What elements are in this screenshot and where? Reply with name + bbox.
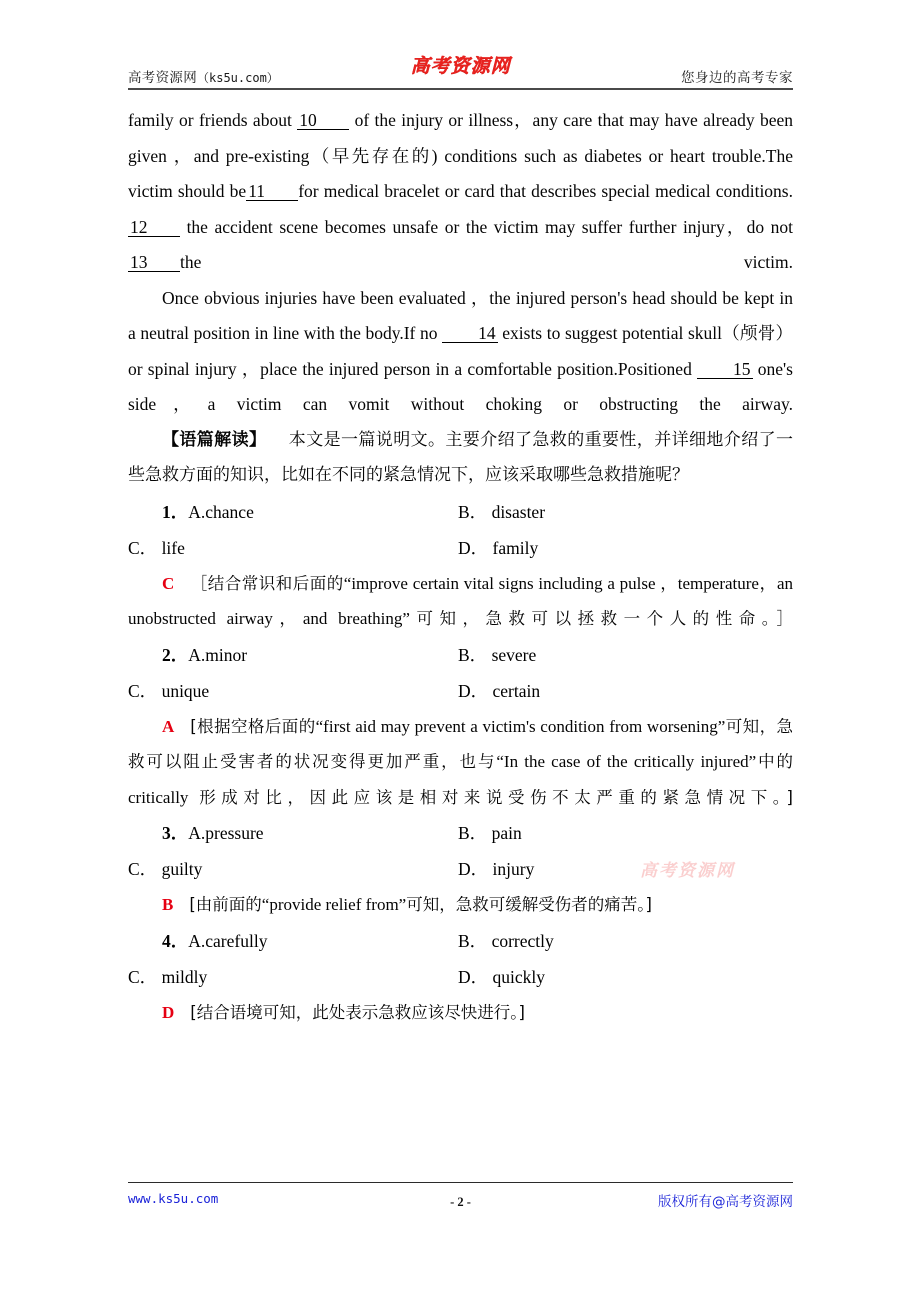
question-3-number: 3． xyxy=(162,823,189,843)
question-1-option-b-key: B． xyxy=(458,501,488,522)
question-2-option-a-key: A. xyxy=(188,644,206,665)
question-3-option-d-key: D． xyxy=(458,859,489,879)
question-2-expl-part-1: [根据空格后面的 xyxy=(190,716,316,736)
passage-p1-seg5: the victim. xyxy=(180,252,793,272)
question-1-number: 1． xyxy=(162,501,189,522)
question-1-option-c-key: C． xyxy=(128,537,158,558)
question-2-option-b-key: B． xyxy=(458,644,488,665)
question-1-option-a[interactable] xyxy=(162,494,254,530)
question-2-option-d-text: certain xyxy=(492,680,541,701)
question-2-row-ab xyxy=(128,637,793,673)
question-3-option-a-key: A. xyxy=(188,823,206,843)
question-4-row-ab xyxy=(128,923,793,959)
question-2-expl-part-5: 中的 xyxy=(756,752,793,771)
question-3-expl-part-2: “provide relief from” xyxy=(261,895,407,914)
question-3 xyxy=(128,815,793,923)
question-3-option-b-key: B． xyxy=(458,823,488,843)
question-4-option-a-text: carefully xyxy=(205,930,268,951)
question-2-option-a[interactable] xyxy=(162,637,247,673)
question-2-option-d-key: D． xyxy=(458,680,489,701)
question-4-option-d-text: quickly xyxy=(492,966,546,987)
question-4-option-b-key: B． xyxy=(458,930,488,951)
passage-p2-seg2: exists to suggest potential skull（颅骨）or spinal injury ，place the injured person in a comfortable position.Positioned xyxy=(128,323,793,379)
question-4-option-c[interactable] xyxy=(128,959,207,995)
question-2-option-c[interactable] xyxy=(128,673,209,709)
question-3-option-b-text: pain xyxy=(491,823,522,843)
passage-paragraph-2 xyxy=(128,281,793,423)
question-1-row-ab xyxy=(128,494,793,530)
passage-blank-12: 12 xyxy=(128,218,180,237)
question-1-option-d-text: family xyxy=(492,537,539,558)
question-1-option-d-key: D． xyxy=(458,537,489,558)
question-2-option-d[interactable] xyxy=(458,673,540,709)
question-2-expl-part-4: “In the case of the critically injured” xyxy=(496,752,757,771)
document-content xyxy=(128,103,793,1030)
header-slogan: 您身边的高考专家 xyxy=(681,70,793,85)
question-4-option-b[interactable] xyxy=(458,923,554,959)
footer-copyright: 版权所有@高考资源网 xyxy=(658,1194,793,1210)
passage-p1-seg4: the accident scene becomes unsafe or the victim may suffer further injury，do not xyxy=(186,216,794,237)
question-1-option-d[interactable] xyxy=(458,530,538,566)
question-4-number: 4． xyxy=(162,930,189,951)
question-4-option-c-text: mildly xyxy=(161,966,208,987)
passage-blank-15: 15 xyxy=(697,360,753,379)
question-1-expl-part-2: “improve certain vital signs including a pulse ，temperature，an unobstructed airway，and breathing” xyxy=(128,573,793,628)
question-4-row-cd xyxy=(128,959,793,995)
passage-blank-11: 11 xyxy=(246,182,298,201)
header-site-name: 高考资源网 xyxy=(128,70,197,85)
footer-url[interactable]: www.ks5u.com xyxy=(128,1191,219,1206)
question-2-number: 2． xyxy=(162,644,189,665)
question-4-option-d-key: D． xyxy=(458,966,489,987)
question-1 xyxy=(128,494,793,637)
passage-blank-10: 10 xyxy=(297,111,349,130)
passage-p1-seg1: family or friends about xyxy=(128,110,292,130)
question-3-explanation xyxy=(128,887,793,923)
question-1-expl-part-3: 可知，急救可以拯救一个人的性命。］ xyxy=(409,609,794,628)
question-4-option-c-key: C． xyxy=(128,966,158,987)
question-4-answer: D xyxy=(162,1002,175,1022)
passage-p1-seg3: for medical bracelet or card that describes special medical conditions. xyxy=(298,181,793,201)
question-4-option-a[interactable] xyxy=(162,923,267,959)
header-site-url: （ks5u.com） xyxy=(197,71,279,85)
page-header xyxy=(128,56,793,92)
passage-paragraph-1 xyxy=(128,103,793,281)
question-4-option-d[interactable] xyxy=(458,959,545,995)
footer-divider xyxy=(128,1182,793,1183)
question-3-option-d-text: injury xyxy=(492,859,535,879)
question-2-answer: A xyxy=(162,716,175,736)
question-1-option-c[interactable] xyxy=(128,530,185,566)
question-1-option-b-text: disaster xyxy=(491,501,546,522)
question-3-option-c[interactable] xyxy=(128,851,202,887)
passage-p2-seg1: Once obvious injuries have been evaluated ，the injured person's head should be kept in a neutral position in line with the body.If no xyxy=(128,287,793,343)
question-1-explanation xyxy=(128,566,793,637)
question-2-option-b-text: severe xyxy=(491,644,537,665)
passage-blank-13: 13 xyxy=(128,253,180,272)
header-divider xyxy=(128,88,793,90)
question-3-option-a-text: pressure xyxy=(205,823,264,843)
passage-blank-14: 14 xyxy=(442,324,498,343)
passage-p1-seg2: of the injury or illness，any care that may have already been given ，and pre‑existing（早先存在的) conditions such as diabetes or heart trouble.The victim should be xyxy=(128,110,794,201)
question-4-option-a-key: A. xyxy=(188,930,206,951)
question-1-answer: C xyxy=(162,573,175,593)
question-3-expl-part-1: [由前面的 xyxy=(189,895,262,914)
question-2-expl-part-2: “first aid may prevent a victim's condition from worsening” xyxy=(315,716,726,736)
page-footer xyxy=(128,1182,793,1222)
header-logo: 高考资源网 xyxy=(410,55,511,77)
question-3-option-c-key: C． xyxy=(128,859,158,879)
page-watermark: 高考资源网 xyxy=(640,861,735,881)
question-3-option-c-text: guilty xyxy=(161,859,203,879)
question-1-row-cd xyxy=(128,530,793,566)
question-3-option-a[interactable] xyxy=(162,815,264,851)
question-3-expl-part-3: 可知，急救可缓解受伤者的痛苦。] xyxy=(406,895,652,914)
question-2-expl-part-3: 可知，急救可以阻止受害者的状况变得更加严重，也与 xyxy=(128,716,794,771)
question-1-option-a-text: chance xyxy=(205,501,254,522)
question-2 xyxy=(128,637,793,816)
question-2-row-cd xyxy=(128,673,793,709)
question-3-option-d[interactable] xyxy=(458,851,534,887)
question-1-option-a-key: A. xyxy=(188,501,206,522)
question-3-answer: B xyxy=(162,895,174,914)
question-3-row-cd xyxy=(128,851,793,887)
question-3-row-ab xyxy=(128,815,793,851)
analysis-label: 【语篇解读】 xyxy=(162,429,267,450)
question-4-expl-part-1: [结合语境可知，此处表示急救应该尽快进行。] xyxy=(190,1002,525,1022)
question-2-option-b[interactable] xyxy=(458,637,536,673)
question-4 xyxy=(128,923,793,1031)
question-4-option-b-text: correctly xyxy=(491,930,554,951)
question-2-option-a-text: minor xyxy=(205,644,248,665)
question-3-option-b[interactable] xyxy=(458,815,522,851)
question-4-explanation xyxy=(128,995,793,1031)
question-2-explanation xyxy=(128,709,793,816)
passage-analysis xyxy=(128,423,793,494)
question-2-option-c-key: C． xyxy=(128,680,158,701)
question-1-option-b[interactable] xyxy=(458,494,545,530)
header-site-label xyxy=(128,66,279,86)
analysis-text: 本文是一篇说明文。主要介绍了急救的重要性，并详细地介绍了一些急救方面的知识，比如在不同的紧急情况下，应该采取哪些急救措施呢？ xyxy=(128,429,794,485)
footer-page-number: - 2 - xyxy=(450,1195,471,1209)
question-2-option-c-text: unique xyxy=(161,680,210,701)
question-2-expl-part-7: 形成对比，因此应该是相对来说受伤不太严重的紧急情况下。] xyxy=(188,787,793,807)
passage-p2-seg3: one's side，a victim can vomit without choking or obstructing the airway. xyxy=(128,358,793,414)
question-2-expl-part-6: critically xyxy=(128,787,189,807)
question-1-option-c-text: life xyxy=(161,537,185,558)
question-1-expl-part-1: ［结合常识和后面的 xyxy=(190,573,344,593)
